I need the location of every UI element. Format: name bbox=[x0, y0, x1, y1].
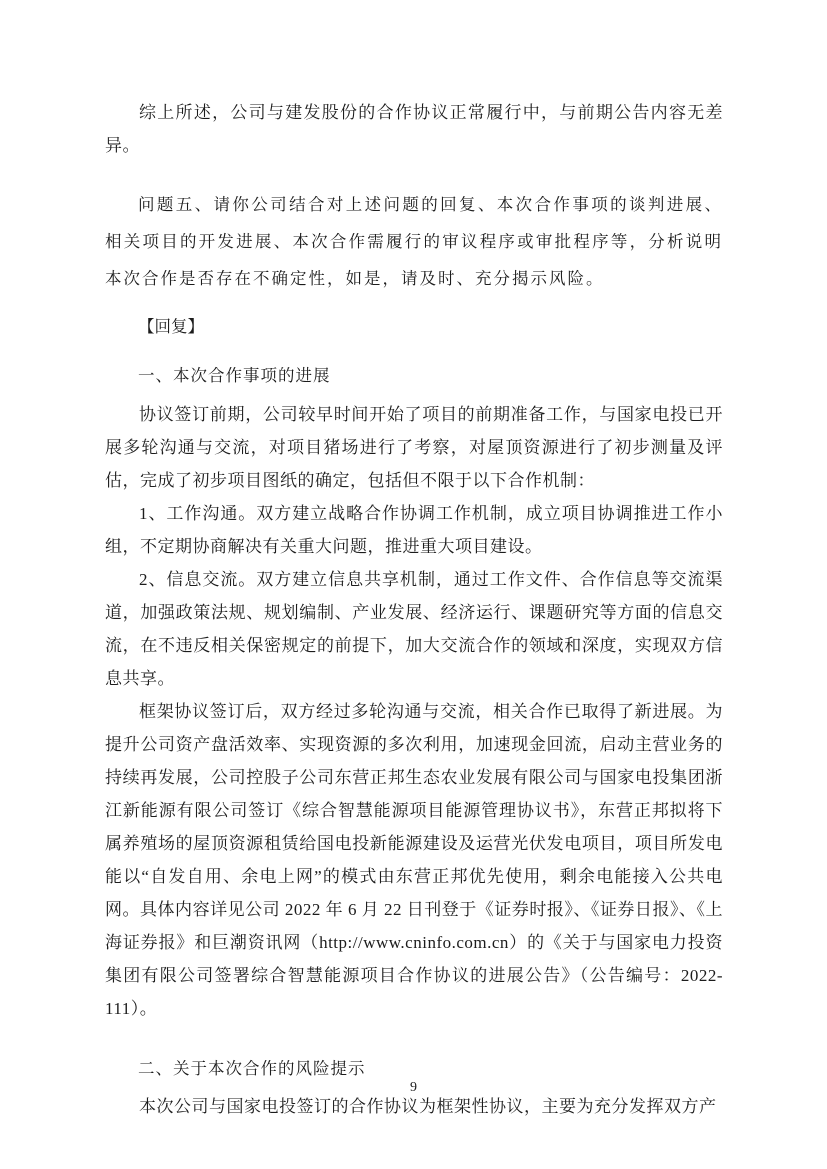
paragraph-conclusion: 综上所述，公司与建发股份的合作协议正常履行中，与前期公告内容无差异。 bbox=[105, 103, 723, 155]
section-2-paragraph-risk: 本次公司与国家电投签订的合作协议为框架性协议，主要为充分发挥双方产 bbox=[139, 1097, 717, 1116]
section-1-paragraph-preparation: 协议签订前期，公司较早时间开始了项目的前期准备工作，与国家电投已开展多轮沟通与交流，对项目猪场进行了考察，对屋顶资源进行了初步测量及评估，完成了初步项目图纸的确定，包括但不限于以下合作机制： bbox=[105, 405, 723, 490]
section-1-paragraph-information-exchange: 2、信息交流。双方建立信息共享机制，通过工作文件、合作信息等交流渠道，加强政策法规、规划编制、产业发展、经济运行、课题研究等方面的信息交流，在不违反相关保密规定的前提下，加大交流合作的领域和深度，实现双方信息共享。 bbox=[105, 570, 723, 688]
section-1-paragraph-work-communication: 1、工作沟通。双方建立战略合作协调工作机制，成立项目协调推进工作小组，不定期协商解决有关重大问题，推进重大项目建设。 bbox=[105, 504, 723, 556]
section-1-heading: 一、本次合作事项的进展 bbox=[138, 367, 331, 385]
page-number: 9 bbox=[410, 1080, 417, 1095]
paragraph-question-5: 问题五、请你公司结合对上述问题的回复、本次合作事项的谈判进展、相关项目的开发进展、本次合作需履行的审议程序或审批程序等，分析说明本次合作是否存在不确定性，如是，请及时、充分揭示风险。 bbox=[105, 196, 723, 288]
section-2-heading: 二、关于本次合作的风险提示 bbox=[138, 1060, 366, 1078]
section-1-paragraph-framework-progress: 框架协议签订后，双方经过多轮沟通与交流，相关合作已取得了新进展。为提升公司资产盘活效率、实现资源的多次利用，加速现金回流，启动主营业务的持续再发展，公司控股子公司东营正邦生态农业发展有限公司与国家电投集团浙江新能源有限公司签订《综合智慧能源项目能源管理协议书》，东营正邦拟将下属养殖场的屋顶资源租赁给国电投新能源建设及运营光伏发电项目，项目所发电能以“自发自用、余电上网”的模式由东营正邦优先使用，剩余电能接入公共电网。具体内容详见公司 2022 年 6 月 22 日刊登于《证券时报》、《证券日报》、《上海证券报》和巨潮资讯网（http://www.cninfo.com.cn）的《关于与国家电力投资集团有限公司签署综合智慧能源项目合作协议的进展公告》（公告编号：2022-111）。 bbox=[105, 702, 723, 1018]
page-content bbox=[105, 0, 723, 1123]
reply-label: 【回复】 bbox=[138, 318, 204, 336]
